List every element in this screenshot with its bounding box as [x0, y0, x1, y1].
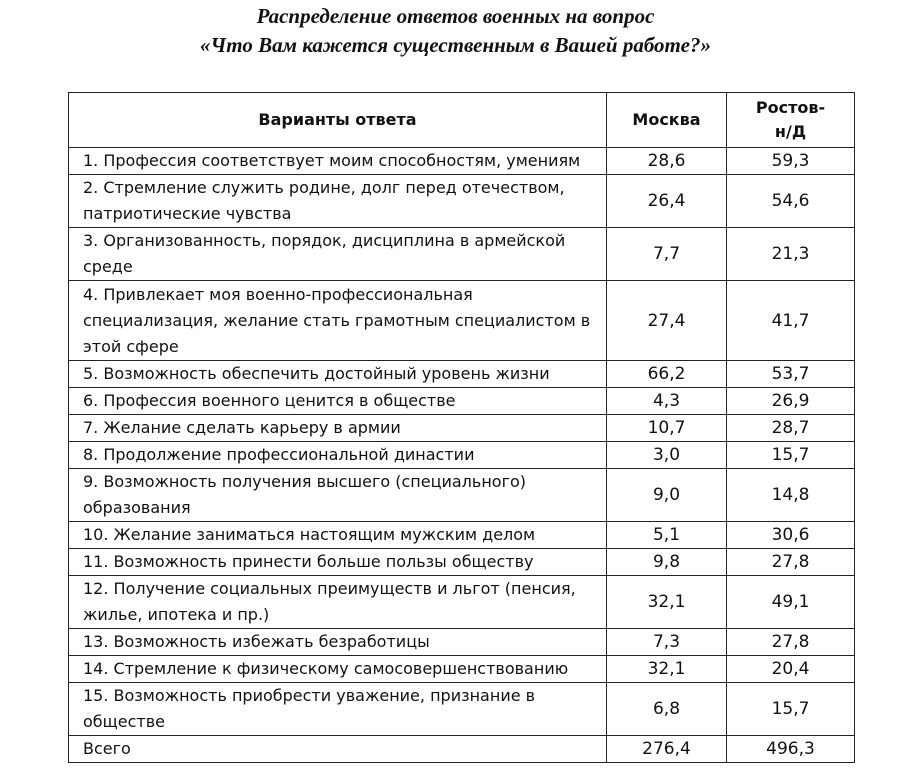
rostov-value: 49,1: [727, 576, 855, 629]
moscow-value: 4,3: [607, 388, 727, 415]
table-header-row: [69, 93, 855, 148]
rostov-value: 27,8: [727, 549, 855, 576]
document-title-line-1: Распределение ответов военных на вопрос: [256, 4, 655, 28]
moscow-value: 9,8: [607, 549, 727, 576]
header-answer-options: Варианты ответа: [69, 93, 607, 148]
moscow-value: 9,0: [607, 469, 727, 522]
moscow-value: 27,4: [607, 281, 727, 361]
moscow-value: 66,2: [607, 361, 727, 388]
rostov-value: 41,7: [727, 281, 855, 361]
table-row: [69, 415, 855, 442]
rostov-value: 54,6: [727, 175, 855, 228]
header-rostov: [727, 93, 855, 148]
moscow-value: 28,6: [607, 148, 727, 175]
table-row: [69, 148, 855, 175]
rostov-value: 27,8: [727, 629, 855, 656]
answer-label: 1. Профессия соответствует моим способностям, умениям: [69, 148, 607, 175]
table-row: [69, 228, 855, 281]
rostov-value: 28,7: [727, 415, 855, 442]
answer-label: 9. Возможность получения высшего (специального) образования: [69, 469, 607, 522]
table-row: [69, 442, 855, 469]
moscow-value: 7,3: [607, 629, 727, 656]
table-row: [69, 656, 855, 683]
moscow-value: 26,4: [607, 175, 727, 228]
header-moscow: Москва: [607, 93, 727, 148]
moscow-value: 10,7: [607, 415, 727, 442]
table-row: [69, 549, 855, 576]
moscow-value: 5,1: [607, 522, 727, 549]
answer-label: 4. Привлекает моя военно-профессиональная специализация, желание стать грамотным специалистом в этой сфере: [69, 281, 607, 361]
header-rostov-line-2: н/Д: [774, 122, 807, 141]
table-row: [69, 683, 855, 736]
rostov-value: 21,3: [727, 228, 855, 281]
header-rostov-line-1: Ростов-: [755, 98, 826, 117]
document-title-line-2: «Что Вам кажется существенным в Вашей работе?»: [200, 33, 711, 57]
moscow-total: 276,4: [607, 736, 727, 763]
answer-label: 14. Стремление к физическому самосовершенствованию: [69, 656, 607, 683]
answer-label: 13. Возможность избежать безработицы: [69, 629, 607, 656]
table-row: [69, 175, 855, 228]
table-row: [69, 281, 855, 361]
rostov-value: 26,9: [727, 388, 855, 415]
answer-label: 11. Возможность принести больше пользы обществу: [69, 549, 607, 576]
moscow-value: 7,7: [607, 228, 727, 281]
moscow-value: 3,0: [607, 442, 727, 469]
rostov-value: 15,7: [727, 442, 855, 469]
rostov-value: 30,6: [727, 522, 855, 549]
rostov-total: 496,3: [727, 736, 855, 763]
rostov-value: 20,4: [727, 656, 855, 683]
answer-label: 5. Возможность обеспечить достойный уровень жизни: [69, 361, 607, 388]
moscow-value: 32,1: [607, 656, 727, 683]
answer-label: 10. Желание заниматься настоящим мужским делом: [69, 522, 607, 549]
rostov-value: 59,3: [727, 148, 855, 175]
rostov-value: 53,7: [727, 361, 855, 388]
table-row: [69, 388, 855, 415]
answer-label: 15. Возможность приобрести уважение, признание в обществе: [69, 683, 607, 736]
table-row: [69, 629, 855, 656]
moscow-value: 32,1: [607, 576, 727, 629]
answer-label: 7. Желание сделать карьеру в армии: [69, 415, 607, 442]
survey-results-table: [68, 92, 855, 763]
rostov-value: 14,8: [727, 469, 855, 522]
table-row: [69, 576, 855, 629]
total-label: Всего: [69, 736, 607, 763]
table-row: [69, 361, 855, 388]
table-row: [69, 522, 855, 549]
answer-label: 6. Профессия военного ценится в обществе: [69, 388, 607, 415]
moscow-value: 6,8: [607, 683, 727, 736]
table-row: [69, 469, 855, 522]
answer-label: 3. Организованность, порядок, дисциплина в армейской среде: [69, 228, 607, 281]
answer-label: 2. Стремление служить родине, долг перед отечеством, патриотические чувства: [69, 175, 607, 228]
rostov-value: 15,7: [727, 683, 855, 736]
answer-label: 8. Продолжение профессиональной династии: [69, 442, 607, 469]
answer-label: 12. Получение социальных преимуществ и льгот (пенсия, жилье, ипотека и пр.): [69, 576, 607, 629]
table-row-total: [69, 736, 855, 763]
